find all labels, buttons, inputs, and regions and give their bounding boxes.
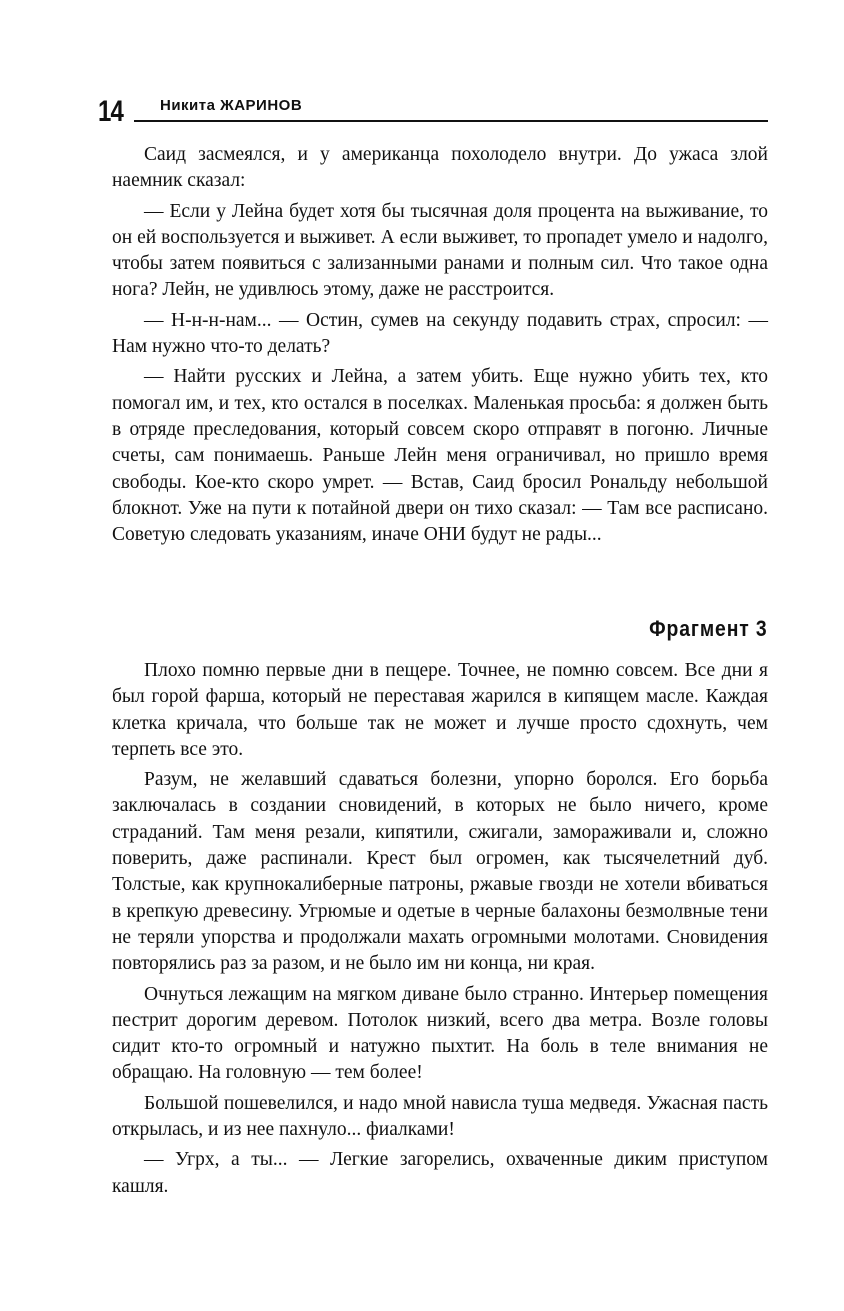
running-head-author: Никита ЖАРИНОВ bbox=[160, 97, 303, 114]
paragraph: Саид засмеялся, и у американца похолодело внутри. До ужаса злой наемник сказал: bbox=[112, 144, 768, 192]
paragraph: — Угрх, а ты... — Легкие загорелись, охваченные диким приступом кашля. bbox=[112, 1149, 768, 1197]
section-title: Фрагмент 3 bbox=[649, 616, 768, 641]
paragraph: Очнуться лежащим на мягком диване было странно. Интерьер помещения пестрит дорогим деревом. Потолок низкий, всего два метра. Возле головы сидит кто-то огромный и натужно пыхтит. На боль в теле внимания не обращаю. На головную — тем более! bbox=[112, 983, 768, 1084]
paragraph: Плохо помню первые дни в пещере. Точнее, не помню совсем. Все дни я был горой фарша, который не переставая жарился в кипящем масле. Каждая клетка кричала, что больше так не может и лучше просто сдохнуть, чем терпеть все это. bbox=[112, 660, 768, 760]
text-block-before-section bbox=[112, 142, 768, 552]
paragraph: — Если у Лейна будет хотя бы тысячная доля процента на выживание, то он ей воспользуется и выживет. А если выживет, то пропадет умело и надолго, чтобы затем появиться с зализанными ранами и полным сил. Что такое одна нога? Лейн, не удивлюсь этому, даже не расстроится. bbox=[112, 200, 768, 301]
header-rule bbox=[134, 120, 768, 122]
page-header bbox=[98, 95, 768, 129]
paragraph: — Найти русских и Лейна, а затем убить. Еще нужно убить тех, кто помогал им, и тех, кто остался в поселках. Маленькая просьба: я должен быть в отряде преследования, который совсем скоро отправят в погоню. Личные счеты, сам понимаешь. Раньше Лейн меня ограничивал, но пришло время свободы. Кое-кто скоро умрет. — Встав, Саид бросил Рональду небольшой блокнот. Уже на пути к потайной двери он тихо сказал: — Там все расписано. Советую следовать указаниям, иначе ОНИ будут не рады... bbox=[112, 366, 768, 546]
paragraph: Большой пошевелился, и надо мной нависла туша медведя. Ужасная пасть открылась, и из нее пахнуло... фиалками! bbox=[112, 1092, 768, 1141]
paragraph: — Н-н-н-нам... — Остин, сумев на секунду подавить страх, спросил: — Нам нужно что-то делать? bbox=[112, 309, 768, 358]
paragraph: Разум, не желавший сдаваться болезни, упорно боролся. Его борьба заключалась в создании сновидений, в которых не было ничего, кроме страданий. Там меня резали, кипятили, сжигали, замораживали и, сложно поверить, даже распинали. Крест был огромен, как тысячелетний дуб. Толстые, как крупнокалиберные патроны, ржавые гвозди не хотели вбиваться в крепкую древесину. Угрюмые и одетые в черные балахоны безмолвные тени не теряли упорства и продолжали махать огромными молотами. Сновидения повторялись раз за разом, и не было им ни конца, ни края. bbox=[112, 769, 768, 975]
page-number: 14 bbox=[98, 95, 124, 128]
text-block-after-section bbox=[112, 658, 768, 1204]
